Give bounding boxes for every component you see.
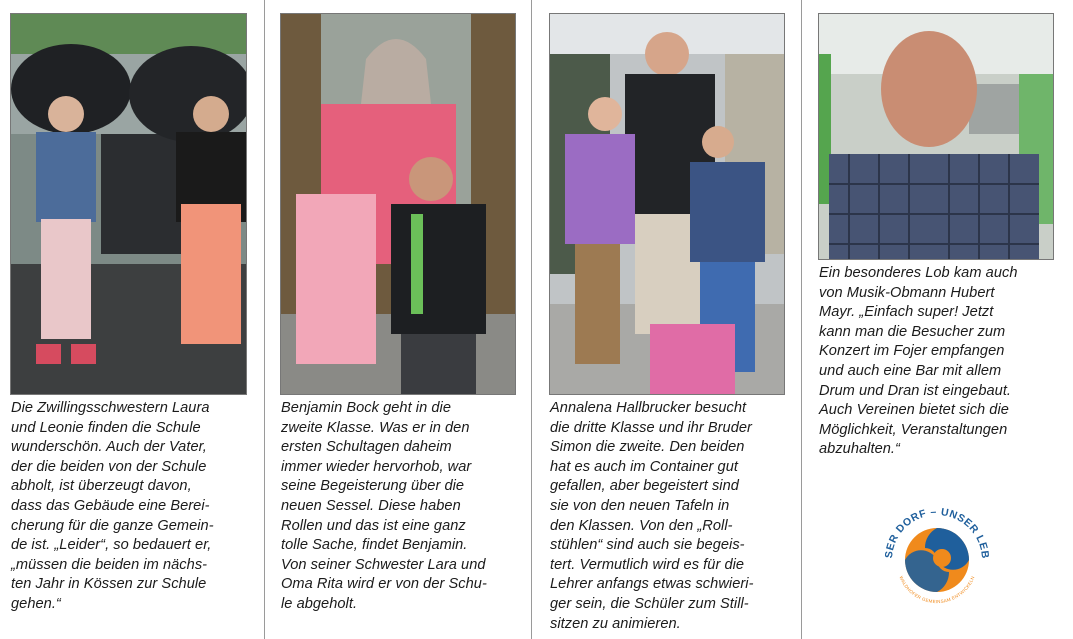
photo-hubert-mayr (818, 13, 1054, 260)
column-divider (264, 0, 265, 639)
logo-ring-text: SER DORF – UNSER LEB (882, 505, 992, 560)
photo-benjamin-bock (280, 13, 516, 395)
caption-benjamin-bock: Benjamin Bock geht in die zweite Klasse. Was er in den ersten Schultagen daheim immer wieder hervorhob, war seine Begeisterung über die neuen Sessel. Diese haben Rollen und das ist eine ganz tolle Sache, findet Benjamin. Von seiner Schwester Lara und Oma Rita wird er von der Schu- le abgeholt. (281, 400, 487, 612)
column-divider (531, 0, 532, 639)
caption-twin-sisters: Die Zwillingsschwestern Laura und Leonie finden die Schule wunderschön. Auch der Vater, der die beiden von der Schule abholt, ist überzeugt davon, dass das Gebäude eine Berei- cherung für die ganze Gemein- de ist. „Leider“, so bedauert er, „müssen die beiden im nächs- ten Jahr in Kössen zur Schule gehen.“ (11, 400, 214, 612)
column-divider (801, 0, 802, 639)
caption-hubert-mayr: Ein besonderes Lob kam auch von Musik-Obmann Hubert Mayr. „Einfach super! Jetzt kann man die Besucher zum Konzert im Fojer empfangen und auch eine Bar mit allem Drum und Dran ist eingebaut. Auch Vereinen bietet sich die Möglichkeit, Veranstaltungen abzuhalten.“ (819, 265, 1018, 458)
caption-annalena-simon: Annalena Hallbrucker besucht die dritte Klasse und ihr Bruder Simon die zweite. Den beiden hat es auch im Container gut gefallen, aber begeistert sind sie von den neuen Tafeln in den Klassen. Von den „Roll- stühlen“ sind auch sie begeis- tert. Vermutlich wird es für die Lehrer anfangs etwas schwieri- ger sein, die Schüler zum Still- sitzen zu animieren. (550, 400, 754, 632)
logo-sub-text: WALDHOFER GEMEINSAM ENTWICKELN (898, 575, 976, 605)
unser-dorf-logo (872, 498, 1002, 610)
photo-twin-sisters (10, 13, 247, 395)
photo-annalena-simon (549, 13, 785, 395)
